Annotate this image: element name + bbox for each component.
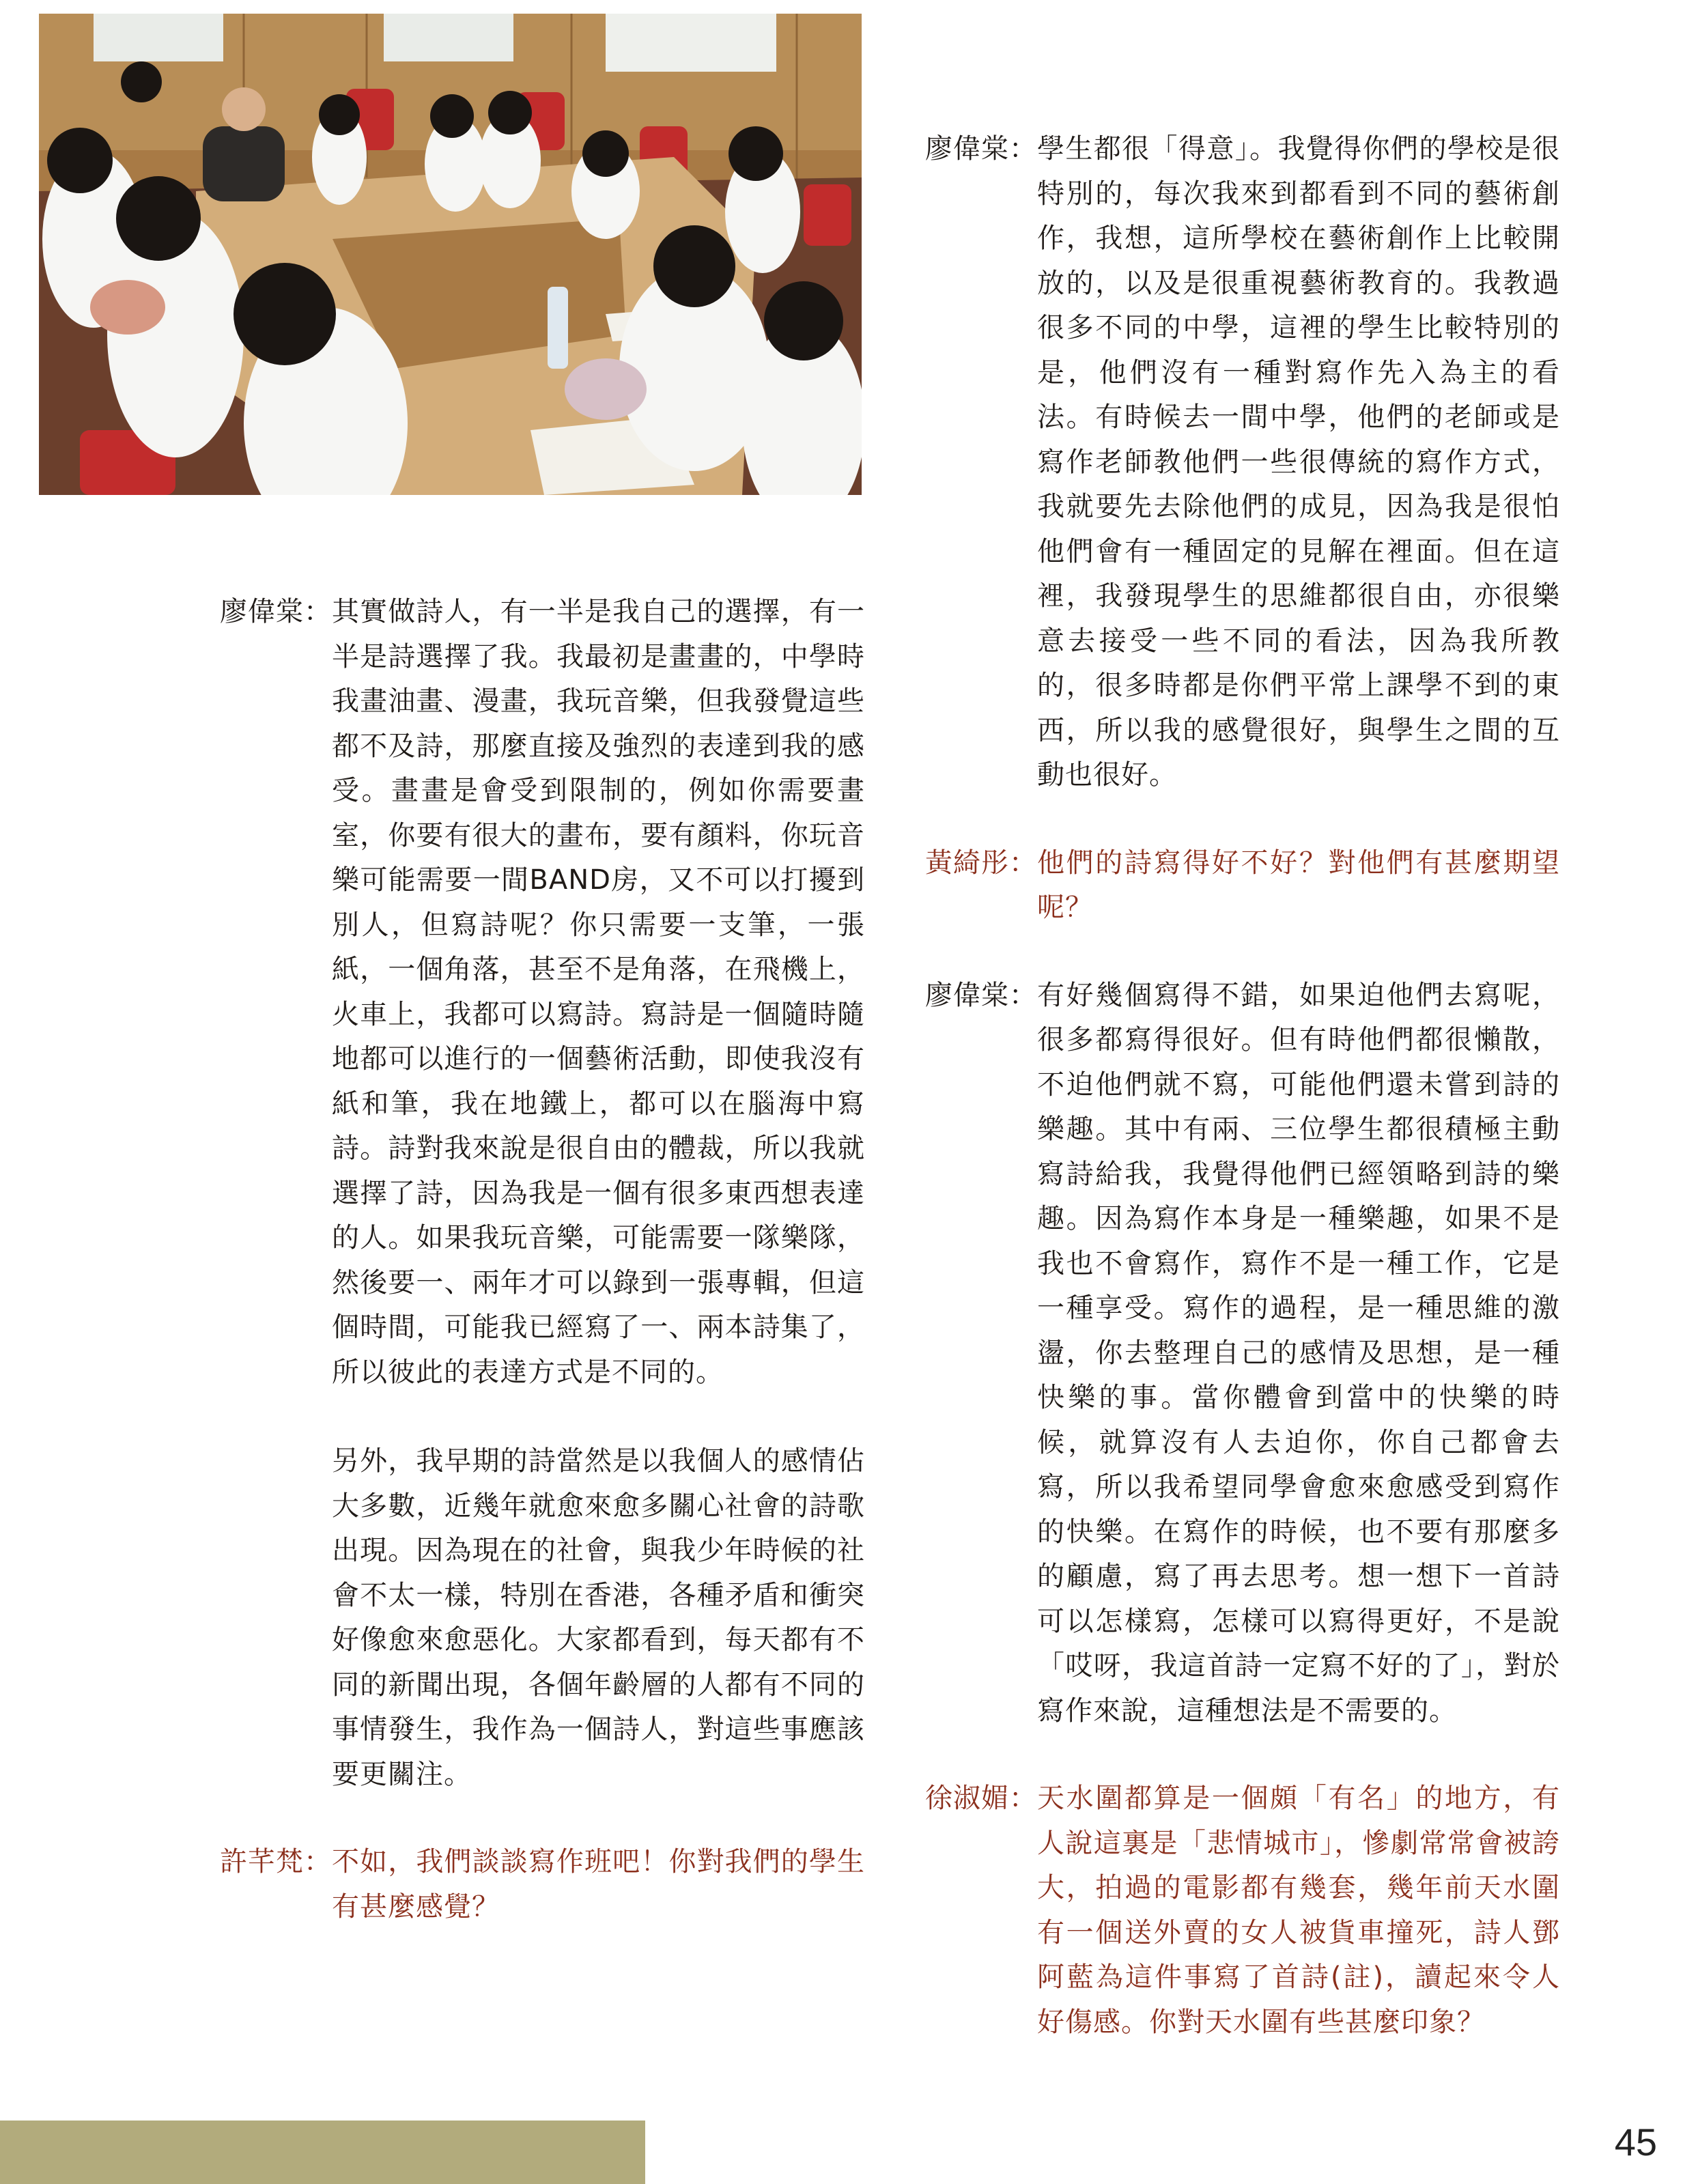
dialogue-entry-answer <box>925 974 1560 1734</box>
classroom-photo <box>39 14 862 495</box>
speaker-name: 廖偉棠： <box>925 979 1037 1011</box>
page-number: 45 <box>1614 2121 1657 2164</box>
dialogue-paragraph: 另外，我早期的詩當然是以我個人的感情佔大多數，近幾年就愈來愈多關心社會的詩歌出現。因為現在的社會，與我少年時候的社會不太一樣，特別在香港，各種矛盾和衝突好像愈來愈惡化。大家都看到，每天都有不同的新聞出現，各個年齡層的人都有不同的事情發生，我作為一個詩人，對這些事應該要更關注。 <box>332 1445 865 1790</box>
dialogue-paragraph: 他們的詩寫得好不好？對他們有甚麼期望呢？ <box>1037 847 1560 923</box>
footer-color-bar <box>0 2121 645 2184</box>
dialogue-text <box>1037 127 1560 798</box>
left-column <box>220 590 865 1972</box>
dialogue-entry-answer <box>220 590 865 1797</box>
dialogue-text <box>1037 1776 1560 2045</box>
dialogue-paragraph: 學生都很「得意」。我覺得你們的學校是很特別的，每次我來到都看到不同的藝術創作，我想，這所學校在藝術創作上比較開放的，以及是很重視藝術教育的。我教過很多不同的中學，這裡的學生比較特別的是，他們沒有一種對寫作先入為主的看法。有時候去一間中學，他們的老師或是寫作老師教他們一些很傳統的寫作方式，我就要先去除他們的成見，因為我是很怕他們會有一種固定的見解在裡面。但在這裡，我發現學生的思維都很自由，亦很樂意去接受一些不同的看法，因為我所教的，很多時都是你們平常上課學不到的東西，所以我的感覺很好，與學生之間的互動也很好。 <box>1037 133 1560 791</box>
dialogue-paragraph: 不如，我們談談寫作班吧！你對我們的學生有甚麼感覺？ <box>332 1846 865 1923</box>
dialogue-entry-question <box>925 1776 1560 2045</box>
classroom-photo-illustration <box>39 14 862 495</box>
dialogue-entry-question <box>925 841 1560 931</box>
dialogue-paragraph: 天水圍都算是一個頗「有名」的地方，有人說這裏是「悲情城市」，慘劇常常會被誇大，拍過的電影都有幾套，幾年前天水圍有一個送外賣的女人被貨車撞死，詩人鄧阿藍為這件事寫了首詩(註)，讀起來令人好傷感。你對天水圍有些甚麼印象？ <box>1037 1783 1560 2038</box>
dialogue-paragraph: 其實做詩人，有一半是我自己的選擇，有一半是詩選擇了我。我最初是畫畫的，中學時我畫油畫、漫畫，我玩音樂，但我發覺這些都不及詩，那麼直接及強烈的表達到我的感受。畫畫是會受到限制的，例如你需要畫室，你要有很大的畫布，要有顏料，你玩音樂可能需要一間BAND房，又不可以打擾到別人，但寫詩呢？你只需要一支筆，一張紙，一個角落，甚至不是角落，在飛機上，火車上，我都可以寫詩。寫詩是一個隨時隨地都可以進行的一個藝術活動，即使我沒有紙和筆，我在地鐵上，都可以在腦海中寫詩。詩對我來說是很自由的體裁，所以我就選擇了詩，因為我是一個有很多東西想表達的人。如果我玩音樂，可能需要一隊樂隊，然後要一、兩年才可以錄到一張專輯，但這個時間，可能我已經寫了一、兩本詩集了，所以彼此的表達方式是不同的。 <box>332 596 865 1388</box>
speaker-name: 徐淑媚： <box>925 1783 1037 1814</box>
dialogue-text <box>1037 974 1560 1734</box>
dialogue-text <box>332 590 865 1797</box>
dialogue-text <box>1037 841 1560 931</box>
dialogue-entry-answer <box>925 127 1560 798</box>
dialogue-paragraph: 有好幾個寫得不錯，如果迫他們去寫呢，很多都寫得很好。但有時他們都很懶散，不迫他們就不寫，可能他們還未嘗到詩的樂趣。其中有兩、三位學生都很積極主動寫詩給我，我覺得他們已經領略到詩的樂趣。因為寫作本身是一種樂趣，如果不是我也不會寫作，寫作不是一種工作，它是一種享受。寫作的過程，是一種思維的激盪，你去整理自己的感情及思想，是一種快樂的事。當你體會到當中的快樂的時候，就算沒有人去迫你，你自己都會去寫，所以我希望同學會愈來愈感受到寫作的快樂。在寫作的時候，也不要有那麼多的顧慮，寫了再去思考。想一想下一首詩可以怎樣寫，怎樣可以寫得更好，不是說「哎呀，我這首詩一定寫不好的了」，對於寫作來說，這種想法是不需要的。 <box>1037 979 1560 1727</box>
speaker-name: 黃綺彤： <box>925 847 1037 879</box>
speaker-name: 許芊梵： <box>220 1846 332 1877</box>
dialogue-text <box>332 1840 865 1929</box>
speaker-name: 廖偉棠： <box>220 596 332 627</box>
dialogue-entry-question <box>220 1840 865 1929</box>
right-column <box>925 127 1560 2088</box>
speaker-name: 廖偉棠： <box>925 133 1037 165</box>
